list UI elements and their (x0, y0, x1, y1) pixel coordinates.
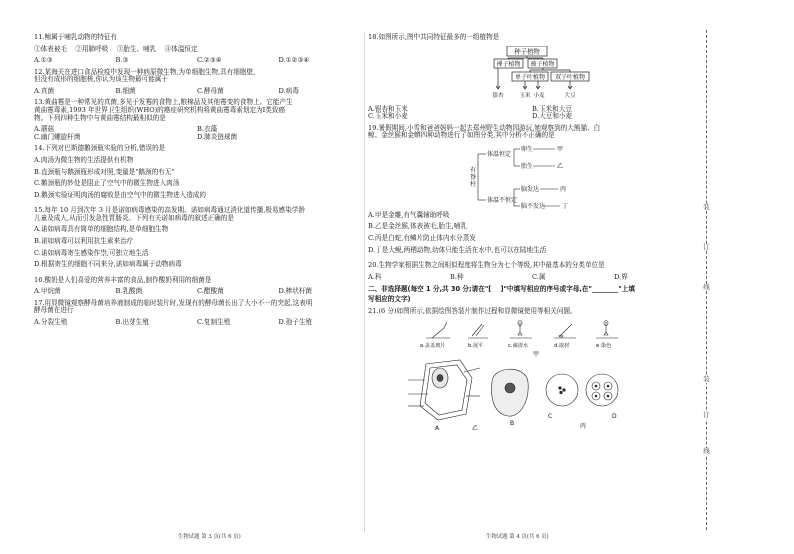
plant-classification-diagram (368, 46, 696, 106)
animal-classification-tree (368, 144, 696, 212)
option-a[interactable]: A.真菌 (34, 86, 55, 95)
tree-b1-end: 丙 (560, 186, 567, 194)
option-c[interactable]: C.玉米和小麦 (368, 112, 408, 121)
column-divider (364, 32, 365, 532)
tool-b: b.展平 (468, 343, 484, 350)
binding-label-3: 线 (703, 283, 710, 291)
tool-e: e.染色 (596, 343, 612, 350)
figure-label-yi: 乙 (472, 425, 479, 433)
question-14 (34, 145, 360, 203)
question-stem: 18.如图所示,图中共同特征最多的一组植物是 (368, 33, 500, 41)
option-c[interactable]: C.幽门螺旋杆菌 (34, 132, 81, 141)
tree-t1: 卵生 (521, 146, 534, 154)
options (34, 226, 360, 272)
question-stem: 11.鲸属于哺乳动物的特征有 (34, 33, 118, 41)
page-footer-left: 生物试题 第 3 页(共 6 页) (178, 534, 241, 540)
question-15 (34, 207, 360, 272)
option-b[interactable]: B.出芽生殖 (115, 318, 149, 327)
options (34, 288, 360, 296)
options (368, 106, 696, 121)
question-stem: 16.酸奶是人们喜爱的营养丰富的食品,制作酸奶利用的细菌是 (34, 275, 212, 284)
diagram-mid-right-label: 被子植物 (530, 60, 555, 68)
option-d[interactable]: D.丁是大鲵,两栖动物,幼体只能生活在水中,也可以在陆地生活 (368, 245, 547, 254)
diagram-leaf-1: 银杏 (492, 92, 504, 99)
tree-branch-bottom: 体温不恒定 (487, 197, 518, 205)
option-c[interactable]: C.鹅颈瓶的妙处是阻止了空气中的微生物进入肉汤 (34, 179, 180, 188)
diagram-leaf-2: 玉米 (519, 92, 531, 99)
option-c[interactable]: C.丙是白蛇,有鳞片防止体内水分蒸发 (368, 234, 476, 243)
page-footer-right: 生物试题 第 4 页(共 6 页) (486, 534, 549, 540)
options (34, 157, 360, 203)
option-d[interactable]: D.大豆和小麦 (532, 112, 573, 121)
option-a[interactable]: A.分裂生殖 (34, 318, 68, 327)
diagram-low-right-label: 双子叶植物 (554, 73, 586, 81)
question-11 (34, 34, 360, 65)
diagram-leaf-4: 大豆 (564, 92, 576, 99)
question-21 (368, 308, 696, 436)
option-c[interactable]: C.属 (532, 272, 546, 281)
option-b[interactable]: B.直颈瓶与鹅颈瓶形成对照,变量是"鹅颈的有无" (34, 167, 175, 176)
question-stem: 14.下列对巴斯德鹅颈瓶实验的分析,错误的是 (34, 144, 166, 153)
option-a[interactable]: A.蘑菇 (34, 125, 55, 134)
tool-a: a.盖盖玻片 (420, 343, 446, 350)
option-a[interactable]: A.肉汤为微生物的生活提供有机物 (34, 155, 134, 164)
binding-label-1: 装 (703, 203, 710, 211)
tree-root-char-3: 柱 (470, 180, 477, 188)
question-stem: 19.暑假期间,小雪和爸爸妈妈一起去郑州野生动物园游玩,她观察到的大熊猫、白 鲸、金丝猴和金蟒四种动物进行了如图分类,其中分析不正确的是 (368, 123, 601, 140)
left-column (34, 34, 360, 331)
option-a[interactable]: A.甲是金雕,有气囊辅助呼吸 (368, 210, 450, 219)
right-column (368, 34, 696, 439)
tool-d: d.取材 (554, 343, 570, 350)
tree-b2: 脑不发达 (521, 203, 546, 211)
option-c[interactable]: C.酵母菌 (197, 86, 224, 95)
tree-root-char-2: 脊 (470, 173, 477, 181)
options (34, 57, 360, 65)
option-c[interactable]: C.②③④ (197, 56, 222, 65)
option-b[interactable]: B.乙是金丝猴,体表被毛,胎生,哺乳 (368, 222, 467, 231)
options (34, 126, 360, 141)
option-b[interactable]: B.种 (450, 272, 464, 281)
option-a[interactable]: A.银杏和玉米 (368, 104, 408, 113)
figure-label-jia: 甲 (532, 351, 540, 359)
cell-label-a: A (435, 425, 440, 433)
binding-label-5: 订 (703, 411, 710, 419)
tree-root-char-1: 有 (470, 166, 477, 174)
figure-label-bing: 丙 (580, 423, 587, 431)
tree-b2-end: 丁 (562, 203, 569, 211)
diagram-leaf-3: 小麦 (533, 92, 545, 99)
option-d[interactable]: D.病毒 (278, 86, 299, 95)
tree-t2-end: 乙 (557, 163, 564, 171)
section-heading-nonchoice: 二、非选择题(每空 1 分,共 30 分;请在"[ ]"中填写相应的序号或字母,在"________"上填 写相应的文字) (368, 285, 635, 303)
option-b[interactable]: B.衣藻 (197, 125, 218, 134)
diagram-root-label: 种子植物 (514, 46, 540, 55)
option-a[interactable]: A.诺如病毒具有简单的细胞结构,是单细胞生物 (34, 225, 169, 234)
question-20 (368, 262, 696, 281)
option-a[interactable]: A.①③ (34, 56, 53, 65)
option-b[interactable]: B.乳酸菌 (115, 287, 143, 296)
option-a[interactable]: A.甲烷菌 (34, 287, 61, 296)
binding-label-2: 订 (703, 243, 710, 251)
question-stem: 13.黄曲霉是一种常见的真菌,多见于发霉的食物上,粮棉品及其他霉变的食物上。它能产生 黄曲霉毒素,1993 年世界卫生组织(WHO)的癌症研究机构将黄曲霉毒素划定为Ⅰ类致癌 物。下列四种生物中与黄曲霉结构最相似的是 (34, 98, 293, 122)
option-d[interactable]: D.孢子生殖 (278, 318, 313, 327)
binding-label-6: 线 (703, 447, 710, 455)
option-d[interactable]: D.根据寄生的细胞不同来分,诺如病毒属于动物病毒 (34, 260, 182, 269)
question-statements: ①体表被毛 ②用肺呼吸 ③胎生、哺乳 ④体温恒定 (34, 44, 198, 53)
tree-branch-top: 体温恒定 (487, 151, 512, 159)
option-d[interactable]: D.①②③④ (278, 56, 310, 65)
options (34, 88, 360, 96)
cell-label-b: B (510, 420, 515, 428)
diagram-low-left-label: 单子叶植物 (514, 73, 546, 81)
option-c[interactable]: C.诺如病毒寄生感染作祟,可独立地生活 (34, 248, 149, 257)
option-d[interactable]: D.肺炎链球菌 (197, 132, 238, 141)
question-12 (34, 69, 360, 96)
option-c[interactable]: C.复制生殖 (197, 318, 231, 327)
option-c[interactable]: C.醋酸菌 (197, 287, 224, 296)
question-19 (368, 125, 696, 258)
question-16 (34, 277, 360, 296)
option-d[interactable]: D.棒状杆菌 (278, 287, 313, 296)
question-stem: 20.生物学家根据生物之间相似程度将生物分为七个等级,其中最基本的分类单位是 (368, 261, 605, 270)
tree-t1-end: 甲 (557, 146, 564, 154)
question-stem: 15.每年 10 月到次年 3 月是诺如病毒感染的高发期。诺如病毒通过消化道传播,极易感染学龄 儿童及成人,从而引发急性胃肠炎。下列有关诺如病毒的叙述正确的是 (34, 206, 305, 222)
option-b[interactable]: B.③ (115, 56, 129, 65)
option-b[interactable]: B.细菌 (115, 86, 136, 95)
question-stem: 21.(6 分)如图所示,依据绘图答装片制作过程和显微镜使用等相关问题。 (368, 307, 577, 316)
cell-label-c: C (548, 413, 553, 421)
option-b[interactable]: B.玉米和大豆 (532, 104, 572, 113)
tree-t2: 胎生 (521, 163, 534, 171)
options (34, 319, 360, 327)
option-d[interactable]: D.界 (614, 272, 628, 281)
question-stem: 17.用显微镜观察酵母菌培养液制成的临时装片时,发现有的酵母菌长出了大小不一的突起,这表明 酵母菌在进行 (34, 298, 313, 315)
option-a[interactable]: A.科 (368, 272, 382, 281)
cell-label-d: D (612, 413, 617, 421)
tool-c: c.滴清水 (508, 343, 529, 350)
slide-preparation-figure (368, 318, 696, 436)
question-18 (368, 34, 696, 121)
option-b[interactable]: B.诺如病毒可以利用抗生素来治疗 (34, 236, 134, 245)
options (368, 212, 696, 258)
question-17 (34, 300, 360, 327)
binding-label-4: 装 (703, 375, 710, 383)
diagram-mid-left-label: 裸子植物 (496, 60, 521, 68)
question-13 (34, 99, 360, 141)
options (368, 274, 696, 282)
option-d[interactable]: D.鹅颈实验证明肉汤的腐败是由空气中的微生物进入造成的 (34, 190, 206, 199)
tree-b1: 脑发达 (521, 186, 540, 194)
question-stem: 12.某海关在进口食品检疫中发现一种病原微生物,为单细胞生物,具有细胞壁, 但没有成形的细胞核,你认为该生物最可能属于 (34, 67, 256, 84)
